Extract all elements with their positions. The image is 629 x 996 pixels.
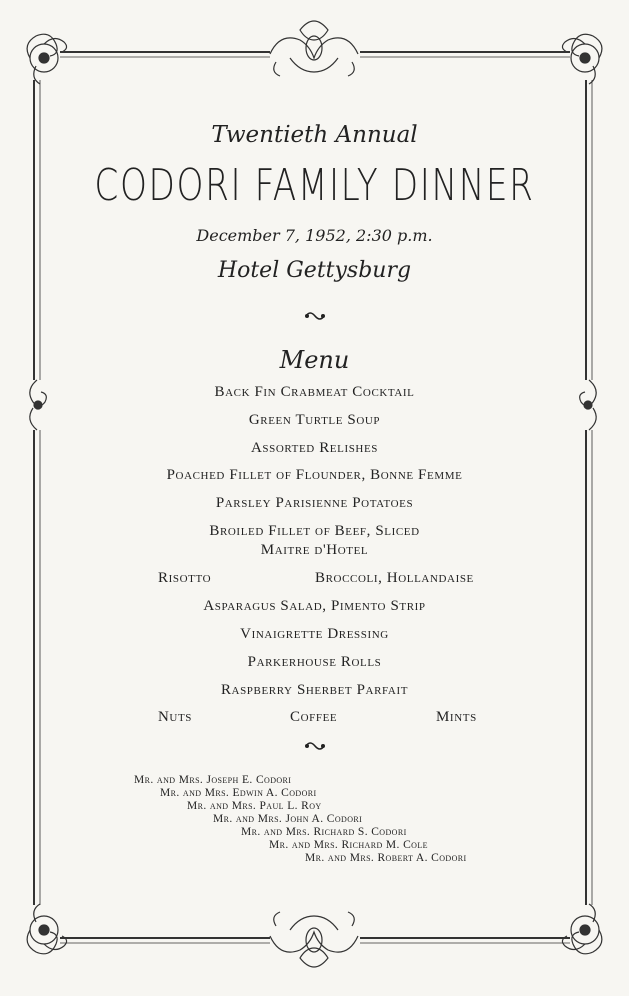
menu-item: Parsley Parisienne Potatoes (215, 495, 414, 511)
flourish-divider-icon (304, 310, 326, 322)
guest-name: Mr. and Mrs. Richard M. Cole (269, 839, 428, 851)
menu-item-right: Mints (436, 709, 477, 725)
guest-name: Mr. and Mrs. Joseph E. Codori (134, 774, 292, 786)
guest-name: Mr. and Mrs. John A. Codori (213, 813, 363, 825)
anniversary-subtitle: Twentieth Annual (211, 122, 418, 148)
menu-item: Asparagus Salad, Pimento Strip (203, 598, 426, 614)
corner-ornament-top-left (27, 34, 66, 84)
menu-item: Maitre d'Hotel (260, 542, 369, 558)
menu-heading: Menu (279, 346, 350, 374)
menu-item: Assorted Relishes (250, 440, 379, 456)
corner-ornament-bottom-right (562, 904, 601, 954)
guest-name: Mr. and Mrs. Edwin A. Codori (160, 787, 317, 799)
menu-item: Raspberry Sherbet Parfait (220, 682, 409, 698)
page-title: CODORI FAMILY DINNER (94, 160, 535, 211)
menu-item: Back Fin Crabmeat Cocktail (214, 384, 415, 400)
guest-name: Mr. and Mrs. Paul L. Roy (187, 800, 322, 812)
event-venue: Hotel Gettysburg (217, 258, 412, 283)
menu-item: Green Turtle Soup (248, 412, 381, 428)
menu-item: Broiled Fillet of Beef, Sliced (209, 523, 420, 539)
bottom-crest-ornament (270, 912, 358, 967)
event-date: December 7, 1952, 2:30 p.m. (196, 226, 433, 245)
guest-name: Mr. and Mrs. Robert A. Codori (305, 852, 467, 864)
menu-item-left: Nuts (158, 709, 193, 725)
top-crest-ornament (270, 21, 358, 76)
menu-item: Poached Fillet of Flounder, Bonne Femme (166, 467, 463, 483)
menu-item: Parkerhouse Rolls (247, 654, 382, 670)
menu-item: Vinaigrette Dressing (240, 626, 389, 642)
menu-item-right: Broccoli, Hollandaise (315, 570, 474, 586)
flourish-divider-icon (304, 740, 326, 752)
corner-ornament-top-right (562, 34, 601, 84)
guest-name: Mr. and Mrs. Richard S. Codori (241, 826, 407, 838)
menu-item-center: Coffee (290, 709, 338, 725)
menu-item-left: Risotto (158, 570, 212, 586)
corner-ornament-bottom-left (27, 904, 66, 954)
